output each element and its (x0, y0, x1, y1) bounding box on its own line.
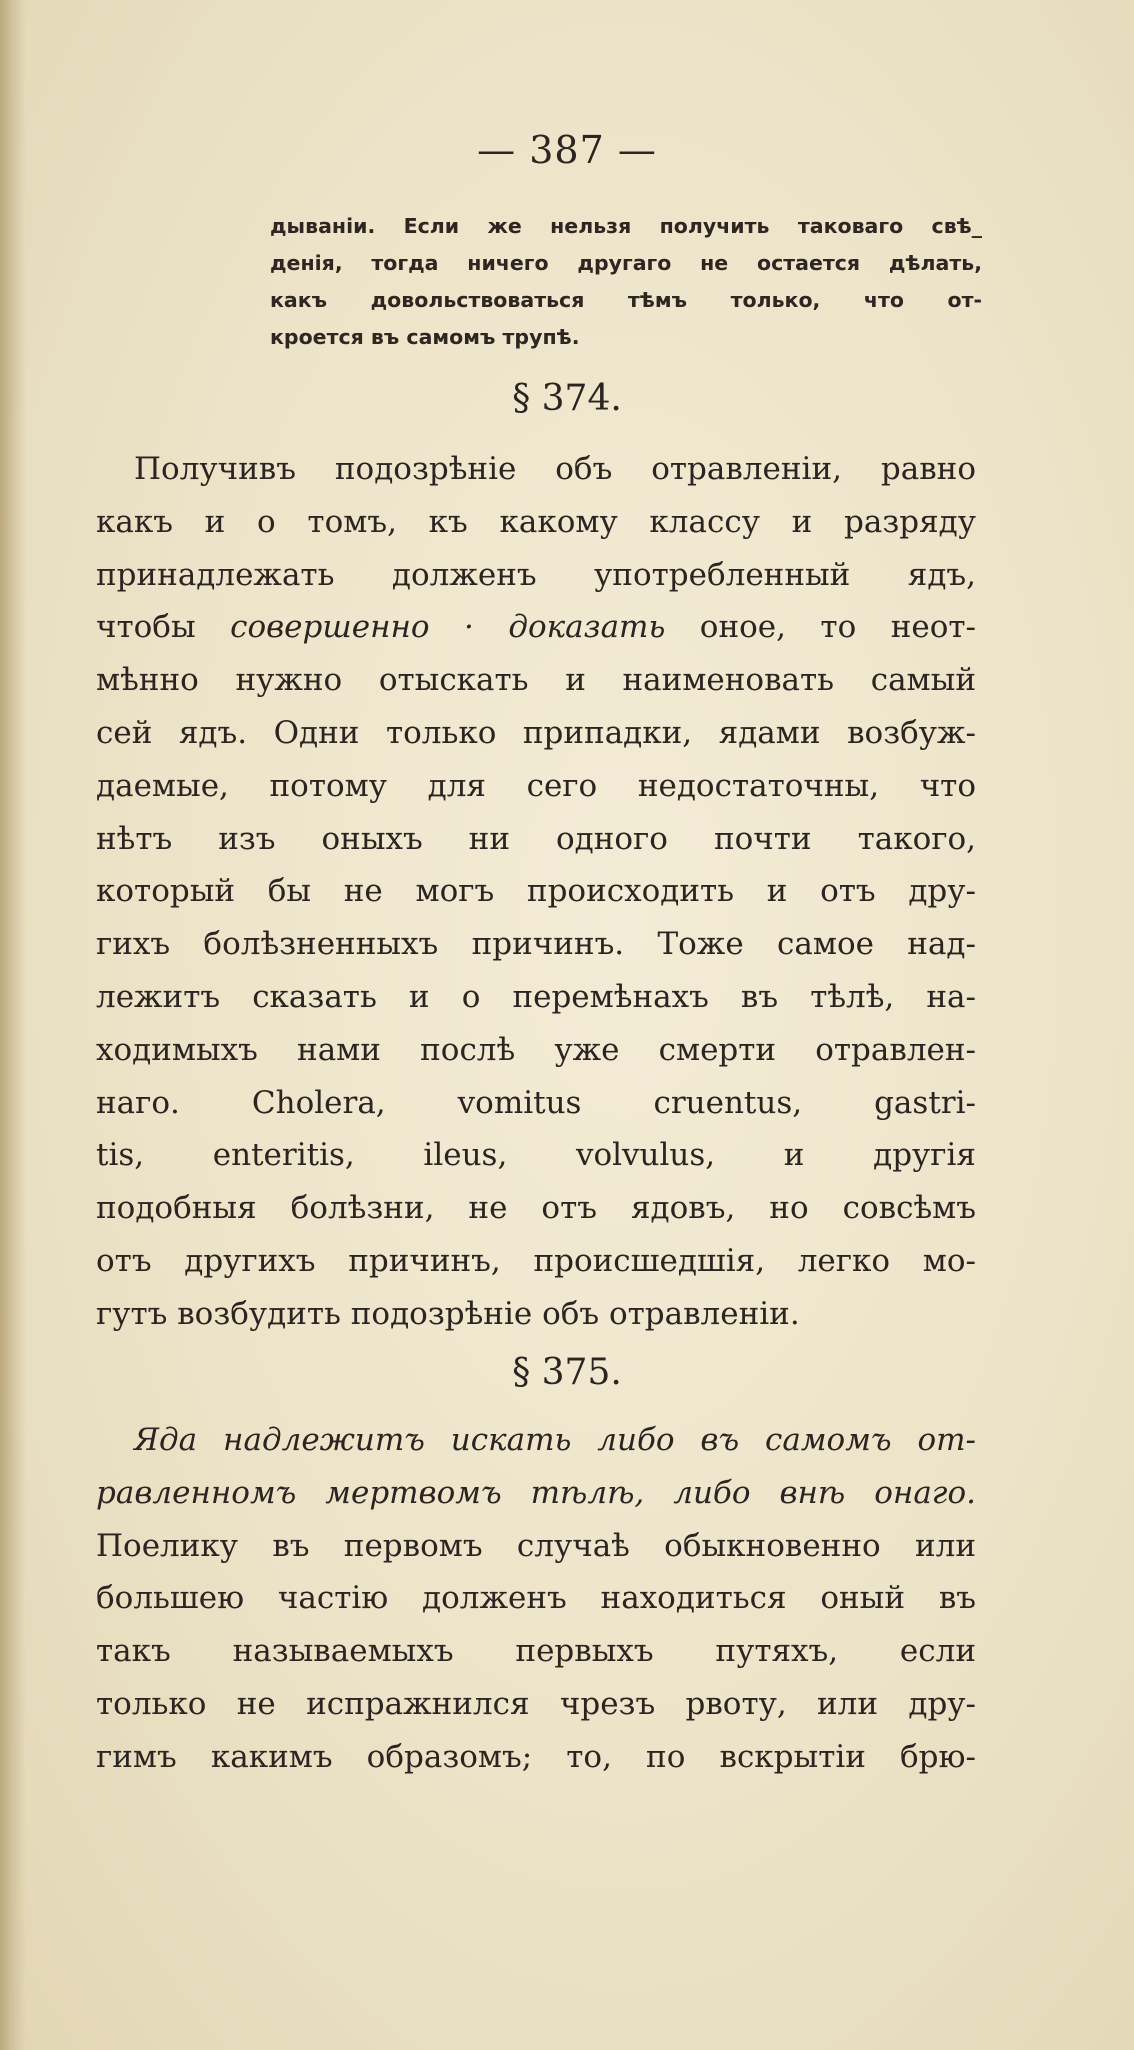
section-heading-374: § 374. (512, 378, 622, 419)
text-line: подобныя болѣзни, не отъ ядовъ, но совсѣмъ (96, 1190, 976, 1227)
text-line: мѣнно нужно отыскать и наименовать самый (96, 662, 976, 699)
section-heading-375: § 375. (512, 1352, 622, 1393)
text-line: tis, enteritis, ileus, volvulus, и другія (96, 1137, 976, 1174)
text-line: гихъ болѣзненныхъ причинъ. Тоже самое над- (96, 926, 976, 963)
text-line: только не испражнился чрезъ рвоту, или дру- (96, 1685, 976, 1722)
text-line: наго. Cholera, vomitus cruentus, gastri- (96, 1084, 976, 1121)
footnote-line: кроется въ самомъ трупѣ. (270, 325, 580, 349)
page-binding-shadow (0, 0, 26, 2050)
text-line: равленномъ мертвомъ тѣлѣ, либо внѣ онаго. (96, 1474, 976, 1511)
text-segment: оное, то неот- (665, 609, 977, 646)
emphasized-text: совершенно · доказать (230, 609, 666, 646)
text-line: сей ядъ. Одни только припадки, ядами возбуж- (96, 714, 976, 751)
text-line: принадлежать долженъ употребленный ядъ, (96, 556, 976, 593)
text-segment: чтобы (96, 609, 231, 646)
text-line: отъ другихъ причинъ, происшедшія, легко мо- (96, 1242, 976, 1279)
text-line: такъ называемыхъ первыхъ путяхъ, если (96, 1633, 976, 1670)
text-line: лежитъ сказать и о перемѣнахъ въ тѣлѣ, на- (96, 978, 976, 1015)
text-line: какъ и о томъ, къ какому классу и разряду (96, 503, 976, 540)
text-line: ходимыхъ нами послѣ уже смерти отравлен- (96, 1031, 976, 1068)
text-line: гутъ возбудить подозрѣніе объ отравленіи. (96, 1295, 800, 1332)
text-line: даемые, потому для сего недостаточны, что (96, 767, 976, 804)
text-line: который бы не могъ происходить и отъ дру- (96, 873, 976, 910)
section-374-text (96, 443, 976, 1341)
page-number: — 387 — (477, 128, 657, 172)
text-line (96, 601, 976, 654)
footnote (270, 208, 982, 356)
footnote-line: денія, тогда ничего другаго не остается дѣлать, (270, 251, 982, 275)
text-line: нѣтъ изъ оныхъ ни одного почти такого, (96, 820, 976, 857)
text-line: большею частію долженъ находиться оный въ (96, 1580, 976, 1617)
text-line: Получивъ подозрѣніе объ отравленіи, равно (134, 451, 976, 487)
text-line: Поелику въ первомъ случаѣ обыкновенно или (96, 1527, 976, 1564)
footnote-line: дываніи. Если же нельзя получить таковаго свѣ_ (270, 214, 982, 238)
text-line: Яда надлежитъ искать либо въ самомъ от- (134, 1422, 976, 1458)
footnote-line: какъ довольствоваться тѣмъ только, что от- (270, 288, 982, 312)
text-line: гимъ какимъ образомъ; то, по вскрытіи брю- (96, 1738, 976, 1775)
section-375-text (96, 1414, 976, 1784)
